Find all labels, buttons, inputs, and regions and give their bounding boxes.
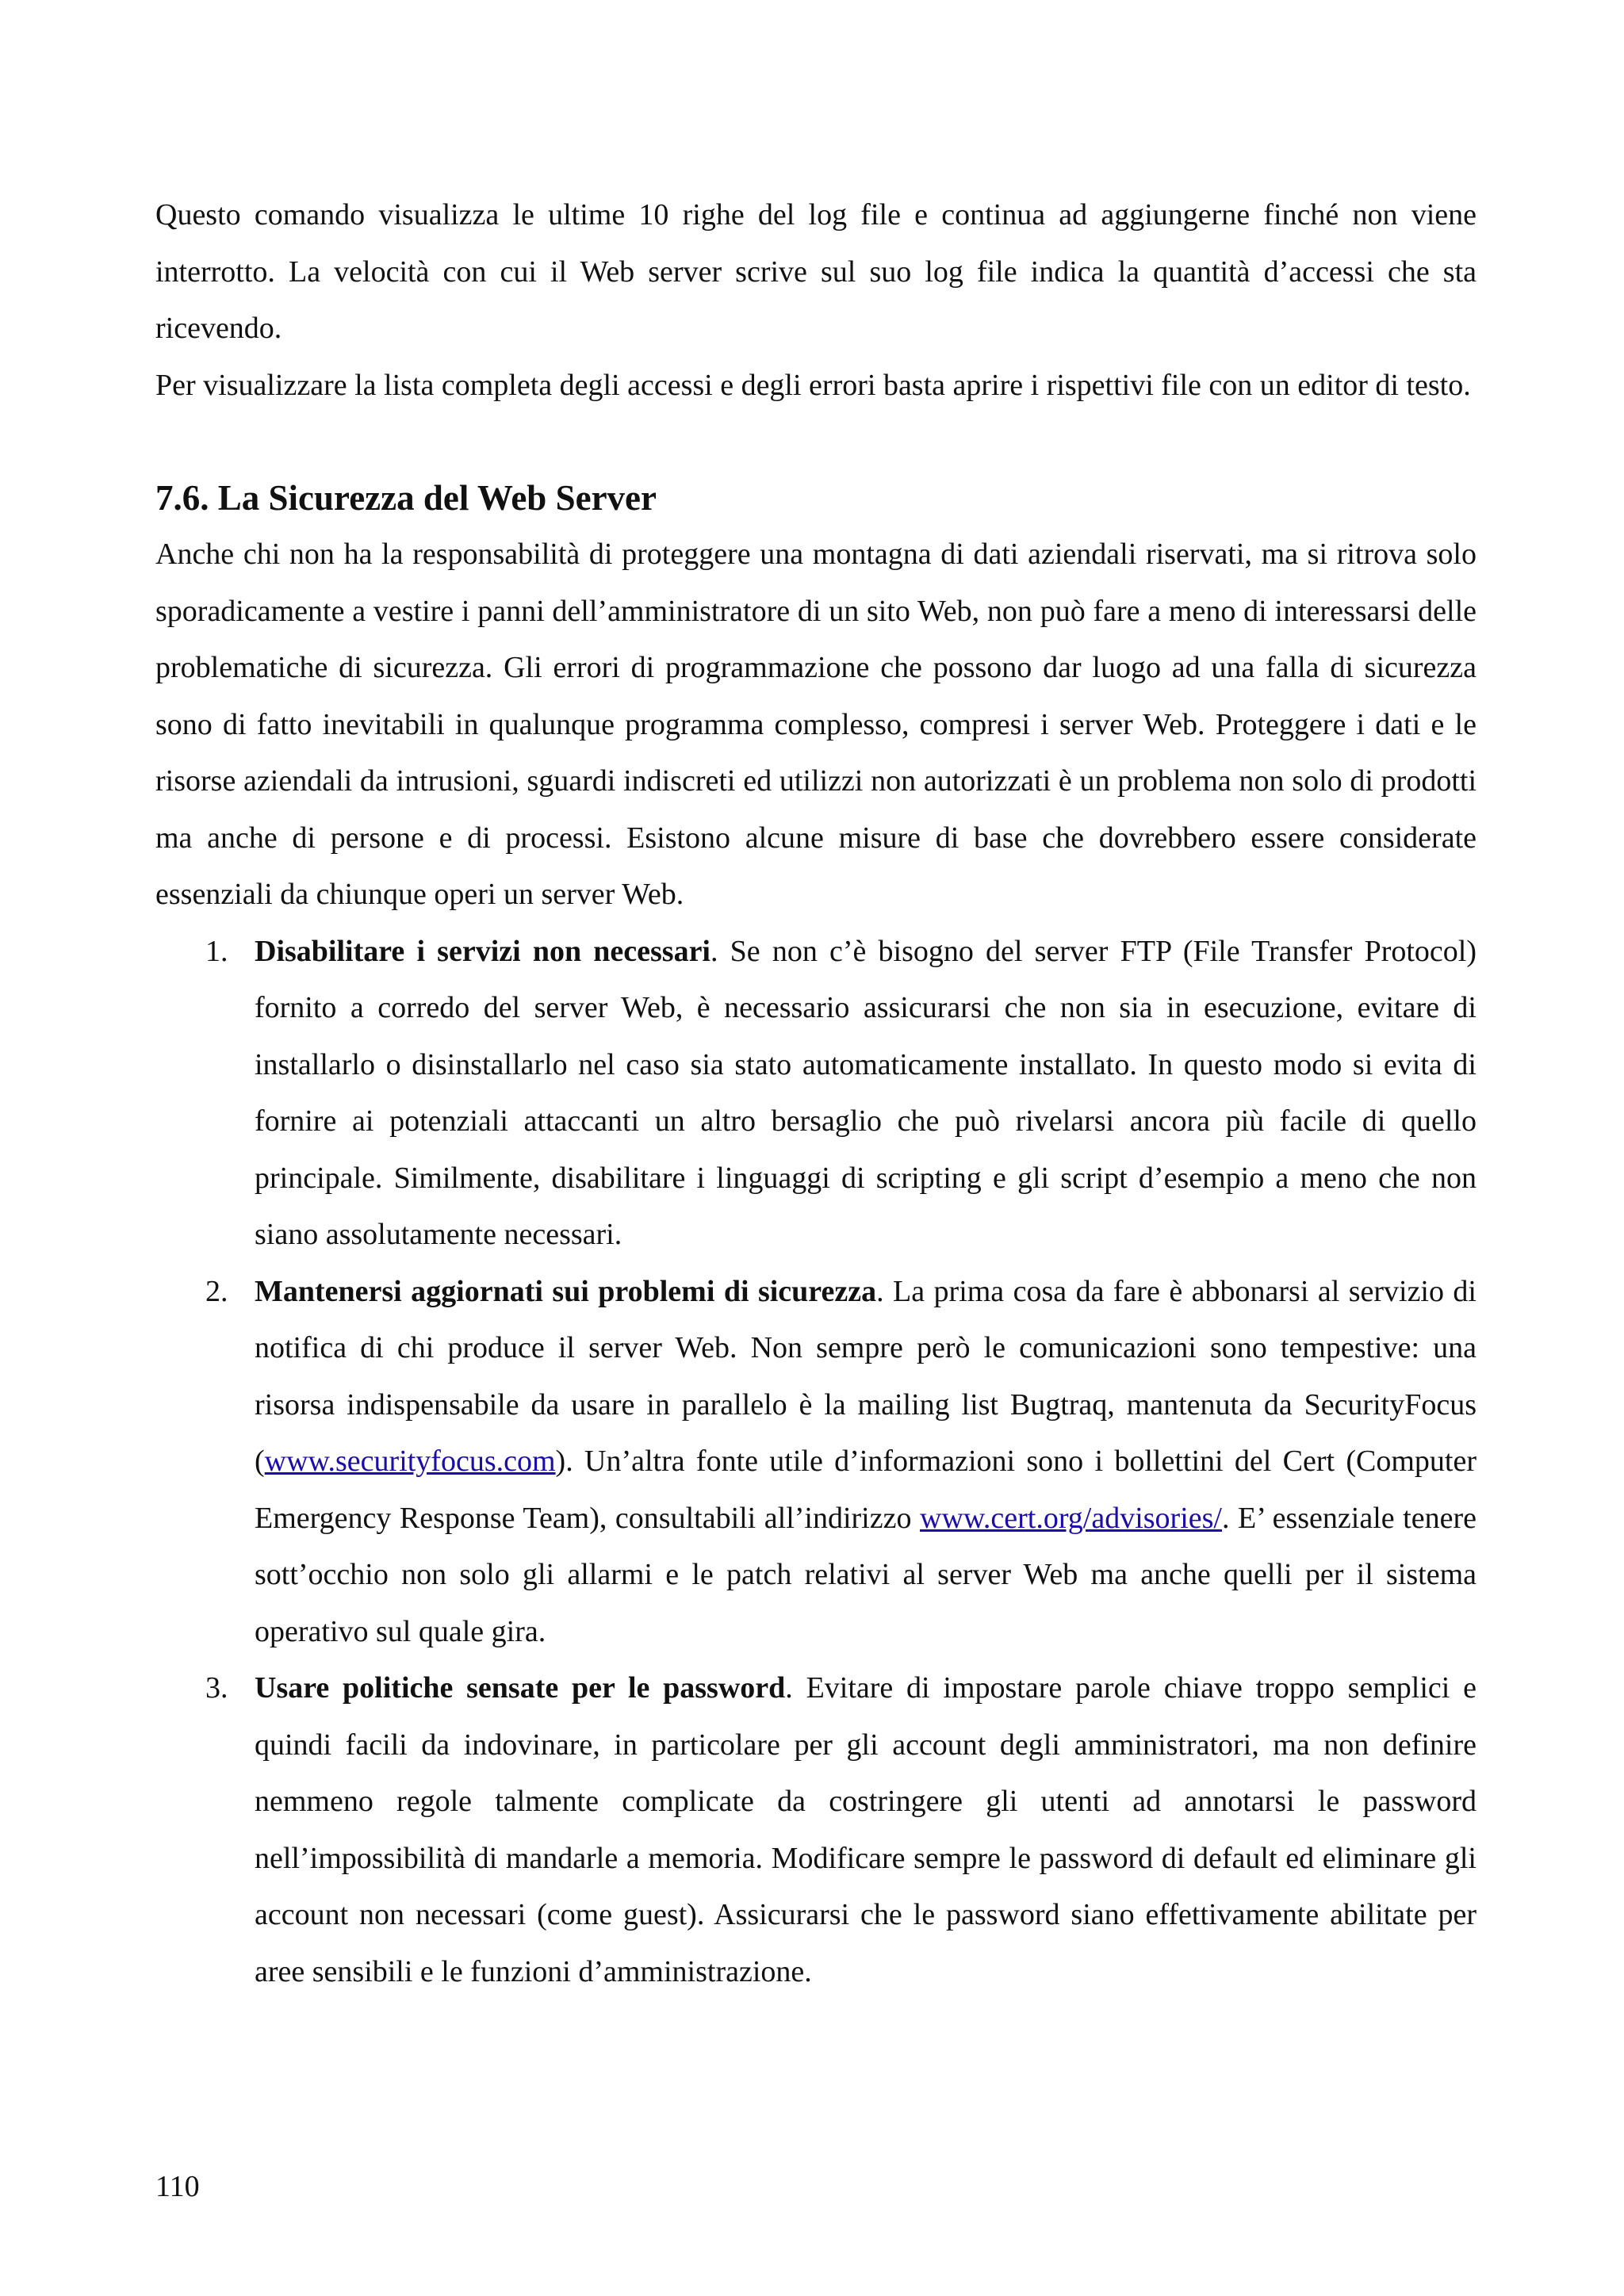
list-item-number: 1. bbox=[205, 934, 228, 968]
list-item-number: 3. bbox=[205, 1671, 228, 1705]
security-measures-list bbox=[155, 924, 1477, 2001]
list-item-title: Mantenersi aggiornati sui problemi di sicurezza bbox=[255, 1274, 877, 1308]
list-item-password-policy bbox=[155, 1660, 1477, 2000]
paragraph-log-command: Questo comando visualizza le ultime 10 righe del log file e continua ad aggiungerne finché non viene interrotto. La velocità con cui il Web server scrive sul suo log file indica la quantità d’accessi che sta ricevendo. bbox=[155, 198, 1477, 345]
paragraph-section-intro: Anche chi non ha la responsabilità di proteggere una montagna di dati aziendali riservati, ma si ritrova solo sporadicamente a vestire i panni dell’amministratore di un sito Web, non può fare a meno di interessarsi delle problematiche di sicurezza. Gli errori di programmazione che possono dar luogo ad una falla di sicurezza sono di fatto inevitabili in qualunque programma complesso, compresi i server Web. Proteggere i dati e le risorse aziendali da intrusioni, sguardi indiscreti ed utilizzi non autorizzati è un problema non solo di prodotti ma anche di persone e di processi. Esistono alcune misure di base che dovrebbero essere considerate essenziali da chiunque operi un server Web. bbox=[155, 538, 1477, 911]
list-item-stay-updated bbox=[155, 1264, 1477, 1661]
list-item-text: . Se non c’è bisogno del server FTP (File Transfer Protocol) fornito a corredo del server Web, è necessario assicurarsi che non sia in esecuzione, evitare di installarlo o disinstallarlo nel caso sia stato automaticamente installato. In questo modo si evita di fornire ai potenziali attaccanti un altro bersaglio che può rivelarsi ancora più facile di quello principale. Similmente, disabilitare i linguaggi di scripting e gli script d’esempio a meno che non siano assolutamente necessari. bbox=[255, 934, 1477, 1251]
list-item-text: . Evitare di impostare parole chiave troppo semplici e quindi facili da indovinare, in particolare per gli account degli amministratori, ma non definire nemmeno regole talmente complicate da costringere gli utenti ad annotarsi le password nell’impossibilità di mandarle a memoria. Modificare sempre le password di default ed eliminare gli account non necessari (come guest). Assicurarsi che le password siano effettivamente abilitate per aree sensibili e le funzioni d’amministrazione. bbox=[255, 1671, 1477, 1988]
paragraph-view-list: Per visualizzare la lista completa degli accessi e degli errori basta aprire i rispettivi file con un editor di testo. bbox=[155, 368, 1471, 402]
list-item-text: ). Un’altra fonte utile d’informazioni sono i bollettini del Cert (Computer Emergency Response Team), consultabili all’indirizzo bbox=[255, 1445, 1477, 1535]
list-item-text: . La prima cosa da fare è abbonarsi al servizio di notifica di chi produce il server Web. Non sempre però le comunicazioni sono tempestive: una risorsa indispensabile da usare in parallelo è la mailing list Bugtraq, mantenuta da SecurityFocus ( bbox=[255, 1274, 1477, 1478]
page-body bbox=[155, 187, 1477, 2000]
list-item-number: 2. bbox=[205, 1274, 228, 1308]
list-item-disable-services bbox=[155, 924, 1477, 1264]
list-item-title: Usare politiche sensate per le password bbox=[255, 1671, 786, 1705]
list-item-text: . E’ essenziale tenere sott’occhio non solo gli allarmi e le patch relativi al server Web ma anche quelli per il sistema operativo sul quale gira. bbox=[255, 1501, 1477, 1648]
section-heading: 7.6. La Sicurezza del Web Server bbox=[155, 478, 657, 518]
link-securityfocus[interactable]: www.securityfocus.com bbox=[264, 1445, 556, 1478]
page-number: 110 bbox=[155, 2170, 200, 2203]
link-cert-advisories[interactable]: www.cert.org/advisories/ bbox=[920, 1501, 1222, 1535]
list-item-title: Disabilitare i servizi non necessari bbox=[255, 934, 710, 968]
